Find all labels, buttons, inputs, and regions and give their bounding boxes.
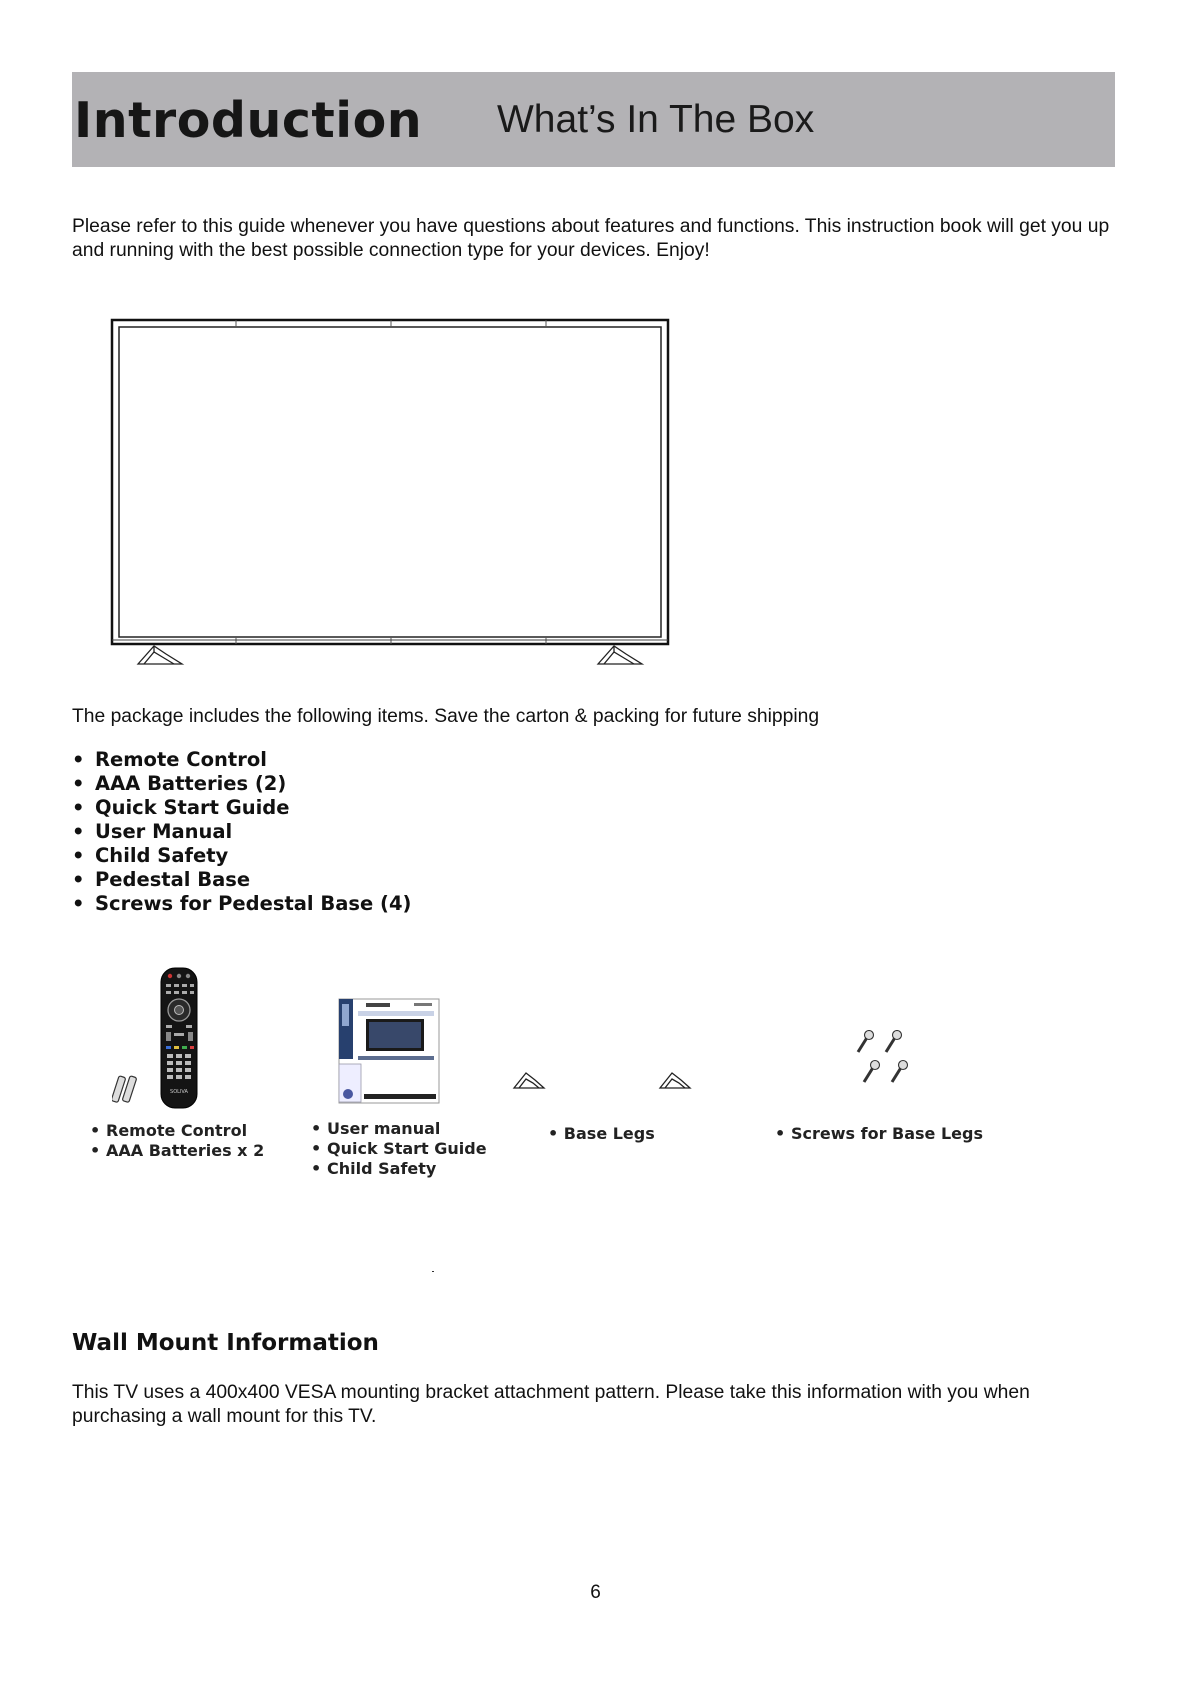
list-item: • Child Safety bbox=[311, 1159, 437, 1178]
list-item: • AAA Batteries (2) bbox=[72, 772, 287, 795]
remote-brand-label: SOLIVA bbox=[170, 1089, 188, 1095]
screw-icon bbox=[864, 1061, 880, 1083]
list-item: • User Manual bbox=[72, 820, 233, 843]
screws-accessory-label bbox=[775, 1124, 983, 1144]
list-item: • User manual bbox=[311, 1119, 441, 1138]
documents-accessory-label bbox=[311, 1119, 487, 1179]
list-item: • Remote Control bbox=[72, 748, 267, 771]
remote-control-image bbox=[112, 966, 212, 1112]
screw-icon bbox=[858, 1031, 874, 1053]
user-manual-image bbox=[338, 998, 442, 1104]
list-item: • Pedestal Base bbox=[72, 868, 251, 891]
list-item: • Screws for Pedestal Base (4) bbox=[72, 892, 412, 915]
screw-icon bbox=[892, 1061, 908, 1083]
intro-paragraph: Please refer to this guide whenever you have questions about features and functions. This instruction book will get you up and running with the best possible connection type for your devices. Enjoy! bbox=[72, 216, 1110, 261]
section-header bbox=[72, 72, 1115, 167]
base-leg-icon bbox=[514, 1073, 544, 1088]
base-legs-label: • Base Legs bbox=[548, 1124, 655, 1143]
aaa-batteries-icon bbox=[112, 1076, 137, 1103]
tv-stand-leg-left bbox=[138, 646, 182, 664]
remote-icon bbox=[161, 968, 197, 1108]
list-item: • Quick Start Guide bbox=[72, 796, 290, 819]
page-number: 6 bbox=[590, 1582, 601, 1603]
base-leg-icon bbox=[660, 1073, 690, 1088]
screw-icon bbox=[886, 1031, 902, 1053]
list-item: • Remote Control bbox=[90, 1121, 248, 1140]
list-item: • AAA Batteries x 2 bbox=[90, 1141, 265, 1160]
package-intro: The package includes the following items. Save the carton & packing for future shipping bbox=[72, 706, 820, 727]
package-item-list bbox=[72, 748, 411, 916]
tv-illustration bbox=[108, 318, 673, 678]
section-title: Introduction bbox=[74, 92, 423, 149]
tv-stand-leg-right bbox=[598, 646, 642, 664]
list-item: • Quick Start Guide bbox=[311, 1139, 487, 1158]
wall-mount-title: Wall Mount Information bbox=[72, 1330, 379, 1356]
section-subtitle: What’s In The Box bbox=[497, 98, 815, 141]
wall-mount-text: This TV uses a 400x400 VESA mounting bracket attachment pattern. Please take this information with you when purchasing a wall mount for this TV. bbox=[72, 1382, 1030, 1427]
stray-mark bbox=[432, 1271, 434, 1272]
screws-image bbox=[854, 1030, 916, 1086]
list-item: • Child Safety bbox=[72, 844, 229, 867]
base-legs-image bbox=[512, 1068, 692, 1092]
remote-accessory-label bbox=[90, 1121, 264, 1161]
list-item: • Screws for Base Legs bbox=[775, 1124, 983, 1143]
